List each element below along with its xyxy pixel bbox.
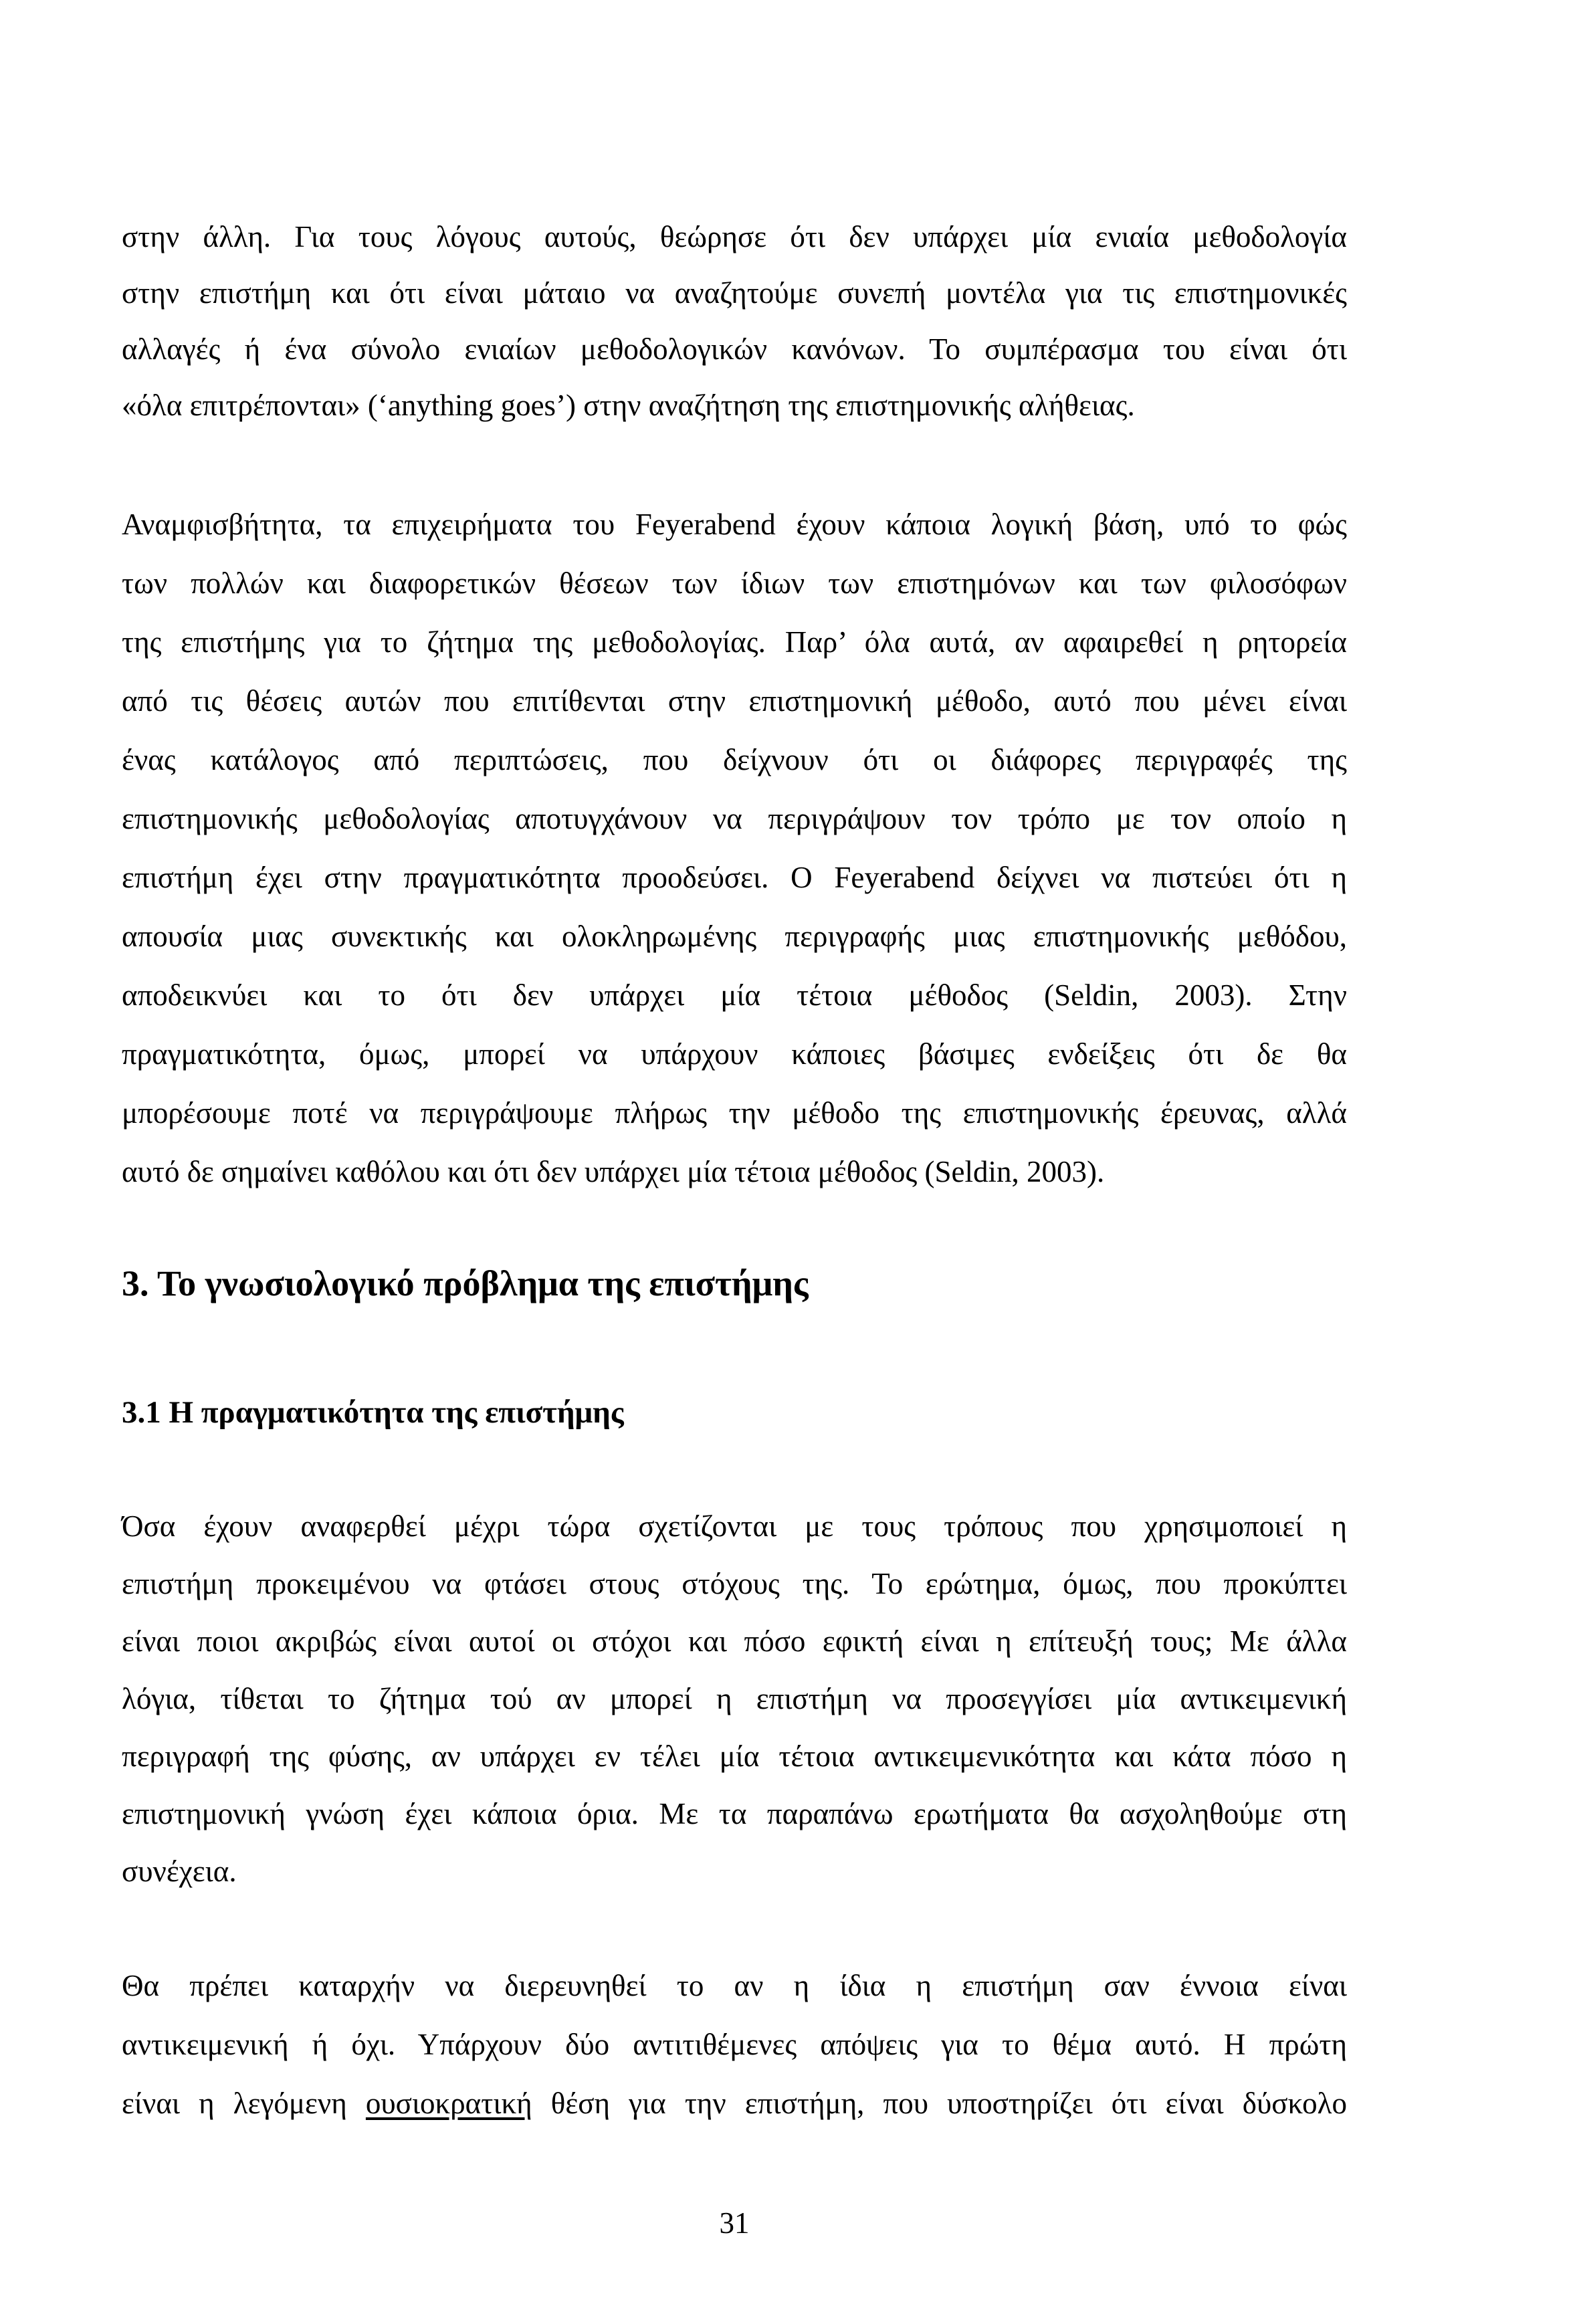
text-line: στην επιστήμη και ότι είναι μάταιο να αναζητούμε συνεπή μοντέλα για τις επιστημονικές	[122, 276, 1347, 310]
paragraph	[122, 1497, 1347, 1900]
text-line: μπορέσουμε ποτέ να περιγράψουμε πλήρως την μέθοδο της επιστημονικής έρευνας, αλλά	[122, 1096, 1347, 1130]
text-line: αντικειμενική ή όχι. Υπάρχουν δύο αντιτιθέμενες απόψεις για το θέμα αυτό. Η πρώτη	[122, 2028, 1347, 2061]
page-number: 31	[719, 2206, 750, 2240]
text-line: συνέχεια.	[122, 1855, 237, 1888]
text-segment: θέση για την επιστήμη, που υποστηρίζει ότι είναι δύσκολο	[532, 2087, 1347, 2120]
text-line: της επιστήμης για το ζήτημα της μεθοδολογίας. Παρ’ όλα αυτά, αν αφαιρεθεί η ρητορεία	[122, 625, 1347, 659]
section-heading: 3. Το γνωσιολογικό πρόβλημα της επιστήμης	[122, 1263, 809, 1303]
underlined-term: ουσιοκρατική	[365, 2087, 532, 2120]
text-line: Όσα έχουν αναφερθεί μέχρι τώρα σχετίζονται με τους τρόπους που χρησιμοποιεί η	[122, 1509, 1347, 1543]
text-line: λόγια, τίθεται το ζήτημα τού αν μπορεί η επιστήμη να προσεγγίσει μία αντικειμενική	[122, 1682, 1347, 1715]
text-line: Αναμφισβήτητα, τα επιχειρήματα του Feyerabend έχουν κάποια λογική βάση, υπό το φώς	[122, 508, 1347, 541]
paragraph	[122, 495, 1347, 1201]
text-line: περιγραφή της φύσης, αν υπάρχει εν τέλει μία τέτοια αντικειμενικότητα και κάτα πόσο η	[122, 1739, 1347, 1773]
text-line: ένας κατάλογος από περιπτώσεις, που δείχνουν ότι οι διάφορες περιγραφές της	[122, 743, 1347, 776]
text-line: πραγματικότητα, όμως, μπορεί να υπάρχουν κάποιες βάσιμες ενδείξεις ότι δε θα	[122, 1037, 1347, 1071]
text-line: επιστημονική γνώση έχει κάποια όρια. Με τα παραπάνω ερωτήματα θα ασχοληθούμε στη	[122, 1797, 1347, 1830]
text-line: «όλα επιτρέπονται» (‘anything goes’) στην αναζήτηση της επιστημονικής αλήθειας.	[122, 389, 1135, 422]
paragraph	[122, 1956, 1347, 2133]
text-line: αυτό δε σημαίνει καθόλου και ότι δεν υπάρχει μία τέτοια μέθοδος (Seldin, 2003).	[122, 1155, 1105, 1188]
text-line: είναι ποιοι ακριβώς είναι αυτοί οι στόχοι και πόσο εφικτή είναι η επίτευξή τους; Με άλλα	[122, 1624, 1347, 1658]
subsection-heading: 3.1 Η πραγματικότητα της επιστήμης	[122, 1395, 624, 1430]
text-line: αποδεικνύει και το ότι δεν υπάρχει μία τέτοια μέθοδος (Seldin, 2003). Στην	[122, 978, 1347, 1012]
text-line	[122, 2074, 1347, 2133]
text-line: από τις θέσεις αυτών που επιτίθενται στην επιστημονική μέθοδο, αυτό που μένει είναι	[122, 684, 1347, 718]
text-line: επιστημονικής μεθοδολογίας αποτυγχάνουν να περιγράψουν τον τρόπο με τον οποίο η	[122, 802, 1347, 835]
text-line: επιστήμη έχει στην πραγματικότητα προοδεύσει. Ο Feyerabend δείχνει να πιστεύει ότι η	[122, 861, 1347, 894]
paragraph	[122, 209, 1347, 433]
text-line: στην άλλη. Για τους λόγους αυτούς, θεώρησε ότι δεν υπάρχει μία ενιαία μεθοδολογία	[122, 220, 1347, 253]
text-line: απουσία μιας συνεκτικής και ολοκληρωμένης περιγραφής μιας επιστημονικής μεθόδου,	[122, 920, 1347, 953]
text-line: επιστήμη προκειμένου να φτάσει στους στόχους της. Το ερώτημα, όμως, που προκύπτει	[122, 1567, 1347, 1600]
text-line: των πολλών και διαφορετικών θέσεων των ίδιων των επιστημόνων και των φιλοσόφων	[122, 566, 1347, 600]
text-segment: είναι η λεγόμενη	[122, 2087, 366, 2120]
text-line: αλλαγές ή ένα σύνολο ενιαίων μεθοδολογικών κανόνων. Το συμπέρασμα του είναι ότι	[122, 332, 1347, 366]
text-line: Θα πρέπει καταρχήν να διερευνηθεί το αν η ίδια η επιστήμη σαν έννοια είναι	[122, 1969, 1347, 2002]
